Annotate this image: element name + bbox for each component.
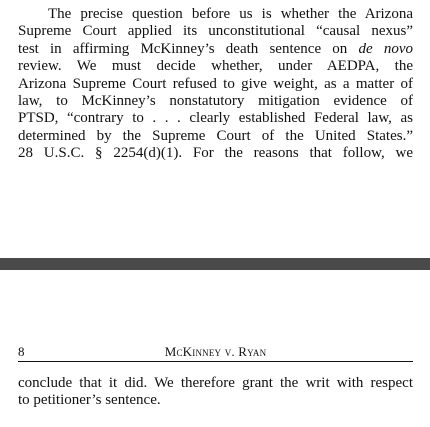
text-line: law, to McKinney’s nonstatutory mitigation evidence of [18,93,413,110]
page-top-section [18,6,413,163]
running-title: McKinney v. Ryan [164,344,267,359]
text-line: to petitioner’s sentence. [18,392,161,409]
text-line: PTSD, “contrary to . . . clearly established Federal law, as [18,110,413,127]
page-break-bar [0,258,430,270]
text-line: Arizona Supreme Court refused to give weight, as a matter of [18,75,413,92]
page-bottom-section [18,344,413,410]
text-line: conclude that it did. We therefore grant the writ with respect [18,375,413,391]
italic-phrase: de novo [358,40,413,57]
text-line: determined by the Supreme Court of the United States.” [18,127,413,144]
text-line: test in affirming McKinney’s death sentence on de novo [18,40,413,57]
header-rule [18,361,413,362]
running-head [18,344,413,360]
text-line: Supreme Court applied its unconstitutional “causal nexus” [18,23,413,40]
page-number: 8 [18,344,25,359]
text-line: The precise question before us is whether the Arizona [48,6,413,22]
opinion-paragraph [18,6,413,163]
text-line: review. We must decide whether, under AEDPA, the [18,58,413,75]
continuation-paragraph [18,375,413,410]
text-line: 28 U.S.C. § 2254(d)(1). For the reasons that follow, we [18,145,413,162]
